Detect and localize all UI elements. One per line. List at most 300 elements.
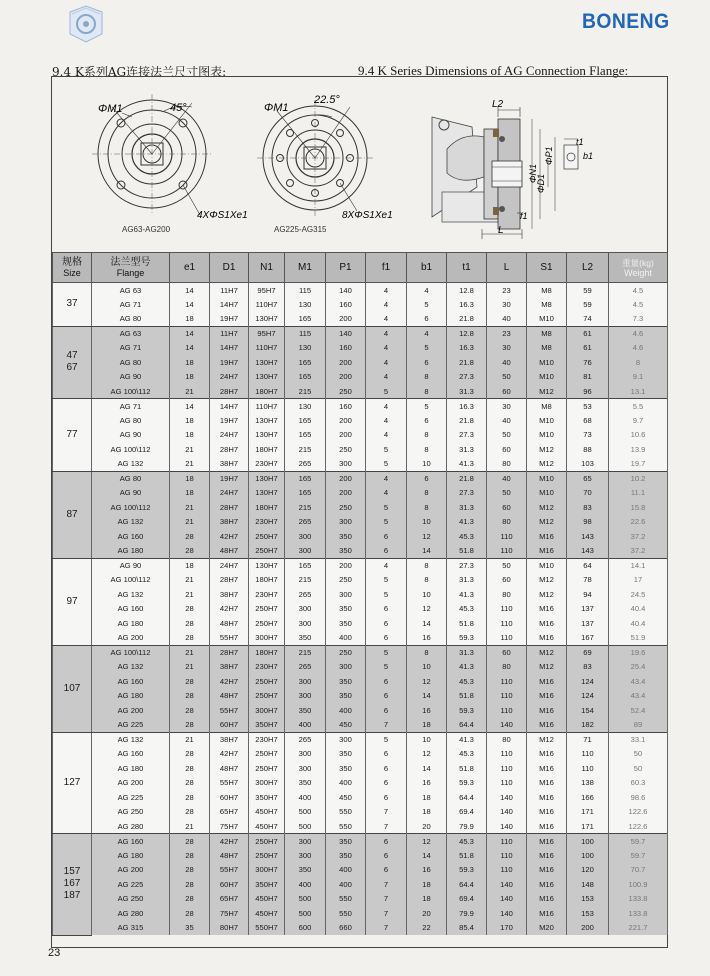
cell-s1: M16 — [527, 805, 567, 820]
cell-m1: 165 — [285, 355, 326, 370]
cell-l2: 88 — [567, 442, 609, 457]
svg-text:ΦD1: ΦD1 — [536, 173, 546, 193]
cell-f1: 7 — [366, 805, 407, 820]
cell-s1: M8 — [527, 326, 567, 341]
cell-l2: 76 — [567, 355, 609, 370]
cell-s1: M16 — [527, 776, 567, 791]
svg-text:22.5°: 22.5° — [314, 94, 340, 106]
cell-n1: 350H7 — [249, 790, 285, 805]
cell-m1: 265 — [285, 457, 326, 472]
cell-l: 140 — [487, 892, 527, 907]
cell-d1: 48H7 — [210, 544, 249, 559]
cell-l: 170 — [487, 921, 527, 936]
cell-b1: 4 — [407, 283, 447, 298]
cell-f1: 6 — [366, 689, 407, 704]
cell-t1: 79.9 — [447, 906, 487, 921]
table-row — [53, 602, 668, 617]
table-row — [53, 848, 668, 863]
cell-flange: AG 180 — [92, 544, 170, 559]
cell-p1: 350 — [326, 747, 366, 762]
cell-b1: 12 — [407, 674, 447, 689]
cell-e1: 18 — [170, 370, 210, 385]
cell-t1: 69.4 — [447, 805, 487, 820]
cell-flange: AG 100\112 — [92, 384, 170, 399]
cell-l: 140 — [487, 877, 527, 892]
cell-m1: 300 — [285, 689, 326, 704]
svg-text:t1: t1 — [576, 137, 584, 147]
cell-f1: 4 — [366, 312, 407, 327]
cell-l2: 64 — [567, 558, 609, 573]
cell-f1: 6 — [366, 790, 407, 805]
cell-t1: 41.3 — [447, 515, 487, 530]
table-row — [53, 645, 668, 660]
cell-l: 110 — [487, 703, 527, 718]
cell-n1: 130H7 — [249, 486, 285, 501]
cell-l2: 59 — [567, 297, 609, 312]
cell-flange: AG 90 — [92, 370, 170, 385]
cell-f1: 4 — [366, 370, 407, 385]
svg-text:ΦP1: ΦP1 — [544, 146, 554, 165]
cell-l: 50 — [487, 428, 527, 443]
table-row — [53, 384, 668, 399]
cell-n1: 180H7 — [249, 645, 285, 660]
table-row — [53, 674, 668, 689]
cell-b1: 8 — [407, 442, 447, 457]
cell-n1: 230H7 — [249, 515, 285, 530]
cell-weight: 10.6 — [609, 428, 668, 443]
cell-weight: 43.4 — [609, 674, 668, 689]
cell-m1: 500 — [285, 892, 326, 907]
cell-n1: 230H7 — [249, 587, 285, 602]
cell-n1: 130H7 — [249, 471, 285, 486]
table-row — [53, 500, 668, 515]
cell-l: 110 — [487, 761, 527, 776]
cell-weight: 50 — [609, 761, 668, 776]
cell-m1: 130 — [285, 341, 326, 356]
size-cell: 47 67 — [53, 326, 92, 399]
svg-text:L: L — [498, 225, 504, 236]
cell-l2: 83 — [567, 500, 609, 515]
table-row — [53, 805, 668, 820]
header-weight: 重量(kg) Weight — [609, 253, 668, 283]
cell-weight: 70.7 — [609, 863, 668, 878]
cell-p1: 350 — [326, 674, 366, 689]
cell-d1: 28H7 — [210, 384, 249, 399]
cell-weight: 4.5 — [609, 283, 668, 298]
cell-m1: 215 — [285, 645, 326, 660]
svg-text:ΦN1: ΦN1 — [528, 163, 538, 183]
cell-weight: 19.6 — [609, 645, 668, 660]
table-row — [53, 486, 668, 501]
cell-e1: 21 — [170, 384, 210, 399]
cell-weight: 25.4 — [609, 660, 668, 675]
cell-weight: 33.1 — [609, 732, 668, 747]
table-row — [53, 718, 668, 733]
cell-f1: 4 — [366, 326, 407, 341]
cell-f1: 6 — [366, 747, 407, 762]
cell-e1: 28 — [170, 689, 210, 704]
cell-weight: 10.2 — [609, 471, 668, 486]
cell-weight: 59.7 — [609, 834, 668, 849]
cell-b1: 18 — [407, 892, 447, 907]
cell-f1: 5 — [366, 442, 407, 457]
cell-flange: AG 180 — [92, 689, 170, 704]
size-cell: 107 — [53, 645, 92, 732]
cell-n1: 250H7 — [249, 529, 285, 544]
cell-t1: 64.4 — [447, 877, 487, 892]
cell-m1: 300 — [285, 761, 326, 776]
cell-weight: 5.5 — [609, 399, 668, 414]
cell-t1: 16.3 — [447, 341, 487, 356]
cell-n1: 180H7 — [249, 573, 285, 588]
cell-e1: 28 — [170, 674, 210, 689]
cell-l2: 153 — [567, 906, 609, 921]
cell-n1: 110H7 — [249, 297, 285, 312]
cell-flange: AG 225 — [92, 718, 170, 733]
cell-s1: M10 — [527, 370, 567, 385]
cell-l2: 137 — [567, 616, 609, 631]
cell-p1: 200 — [326, 413, 366, 428]
cell-n1: 130H7 — [249, 370, 285, 385]
cell-e1: 28 — [170, 602, 210, 617]
cell-d1: 48H7 — [210, 689, 249, 704]
cell-t1: 45.3 — [447, 529, 487, 544]
svg-text:4XΦS1Xe1: 4XΦS1Xe1 — [197, 210, 248, 221]
cell-s1: M8 — [527, 297, 567, 312]
cell-f1: 7 — [366, 892, 407, 907]
cell-weight: 100.9 — [609, 877, 668, 892]
table-row — [53, 834, 668, 849]
cell-e1: 28 — [170, 529, 210, 544]
cell-p1: 160 — [326, 297, 366, 312]
cell-e1: 21 — [170, 732, 210, 747]
cell-p1: 550 — [326, 819, 366, 834]
cell-l: 60 — [487, 442, 527, 457]
cell-l2: 94 — [567, 587, 609, 602]
table-row — [53, 326, 668, 341]
table-row — [53, 312, 668, 327]
cell-d1: 28H7 — [210, 500, 249, 515]
header-flange: 法兰型号 Flange — [92, 253, 170, 283]
cell-f1: 4 — [366, 558, 407, 573]
cell-weight: 221.7 — [609, 921, 668, 936]
table-row — [53, 573, 668, 588]
cell-m1: 165 — [285, 471, 326, 486]
size-cell: 157 167 187 — [53, 834, 92, 936]
cell-flange: AG 280 — [92, 819, 170, 834]
table-row — [53, 297, 668, 312]
table-row — [53, 747, 668, 762]
cell-l: 110 — [487, 602, 527, 617]
table-row — [53, 631, 668, 646]
svg-text:ΦM1: ΦM1 — [264, 102, 289, 114]
cell-n1: 550H7 — [249, 921, 285, 936]
flange-drawing-4-hole — [92, 94, 248, 234]
cell-f1: 4 — [366, 413, 407, 428]
company-logo-icon — [64, 4, 108, 44]
cell-p1: 660 — [326, 921, 366, 936]
cell-flange: AG 200 — [92, 776, 170, 791]
cell-b1: 16 — [407, 631, 447, 646]
cell-t1: 45.3 — [447, 602, 487, 617]
cell-weight: 37.2 — [609, 529, 668, 544]
cell-p1: 160 — [326, 399, 366, 414]
cell-l2: 100 — [567, 848, 609, 863]
cell-d1: 65H7 — [210, 892, 249, 907]
cell-weight: 52.4 — [609, 703, 668, 718]
cell-b1: 16 — [407, 776, 447, 791]
cell-l2: 124 — [567, 689, 609, 704]
cell-t1: 12.8 — [447, 283, 487, 298]
cell-b1: 5 — [407, 341, 447, 356]
cell-e1: 28 — [170, 761, 210, 776]
cell-e1: 28 — [170, 776, 210, 791]
cell-l2: 143 — [567, 529, 609, 544]
cell-d1: 28H7 — [210, 573, 249, 588]
cell-s1: M10 — [527, 428, 567, 443]
cell-l: 110 — [487, 689, 527, 704]
cell-m1: 215 — [285, 442, 326, 457]
cell-b1: 16 — [407, 863, 447, 878]
cell-n1: 95H7 — [249, 283, 285, 298]
cell-b1: 12 — [407, 747, 447, 762]
cell-flange: AG 80 — [92, 312, 170, 327]
cell-s1: M16 — [527, 747, 567, 762]
header-s1: S1 — [527, 253, 567, 283]
cell-s1: M16 — [527, 529, 567, 544]
cell-b1: 14 — [407, 689, 447, 704]
cell-l: 40 — [487, 413, 527, 428]
cell-t1: 31.3 — [447, 645, 487, 660]
cell-weight: 8 — [609, 355, 668, 370]
cell-b1: 12 — [407, 834, 447, 849]
cell-b1: 14 — [407, 848, 447, 863]
cell-m1: 215 — [285, 384, 326, 399]
cell-d1: 38H7 — [210, 515, 249, 530]
cell-d1: 38H7 — [210, 457, 249, 472]
cell-weight: 17 — [609, 573, 668, 588]
cell-t1: 51.8 — [447, 616, 487, 631]
cell-s1: M16 — [527, 848, 567, 863]
cell-p1: 400 — [326, 776, 366, 791]
cell-s1: M8 — [527, 283, 567, 298]
cell-e1: 14 — [170, 297, 210, 312]
cell-weight: 4.5 — [609, 297, 668, 312]
cell-l2: 171 — [567, 819, 609, 834]
cell-n1: 110H7 — [249, 399, 285, 414]
cell-d1: 60H7 — [210, 718, 249, 733]
cell-m1: 350 — [285, 703, 326, 718]
cell-f1: 5 — [366, 732, 407, 747]
cell-l2: 53 — [567, 399, 609, 414]
cell-m1: 165 — [285, 486, 326, 501]
cell-f1: 5 — [366, 587, 407, 602]
cell-p1: 450 — [326, 790, 366, 805]
cell-b1: 10 — [407, 660, 447, 675]
flange-drawing-8-hole — [257, 94, 393, 234]
cell-l2: 70 — [567, 486, 609, 501]
cell-l2: 74 — [567, 312, 609, 327]
header-l2: L2 — [567, 253, 609, 283]
cell-s1: M12 — [527, 384, 567, 399]
cell-d1: 75H7 — [210, 906, 249, 921]
cell-b1: 18 — [407, 790, 447, 805]
cell-s1: M16 — [527, 631, 567, 646]
cell-m1: 400 — [285, 877, 326, 892]
cell-t1: 45.3 — [447, 747, 487, 762]
section-heading-en: 9.4 K Series Dimensions of AG Connection Flange: — [358, 63, 629, 78]
table-row — [53, 341, 668, 356]
cell-l: 140 — [487, 819, 527, 834]
cell-e1: 18 — [170, 486, 210, 501]
cell-p1: 300 — [326, 587, 366, 602]
cell-weight: 22.6 — [609, 515, 668, 530]
cell-p1: 550 — [326, 906, 366, 921]
cell-n1: 250H7 — [249, 602, 285, 617]
cell-e1: 18 — [170, 312, 210, 327]
cell-d1: 19H7 — [210, 413, 249, 428]
cell-l: 140 — [487, 906, 527, 921]
size-cell: 97 — [53, 558, 92, 645]
cell-n1: 130H7 — [249, 312, 285, 327]
cell-flange: AG 200 — [92, 703, 170, 718]
cell-p1: 350 — [326, 544, 366, 559]
cell-l2: 171 — [567, 805, 609, 820]
cell-s1: M12 — [527, 515, 567, 530]
cell-d1: 19H7 — [210, 355, 249, 370]
cell-m1: 265 — [285, 660, 326, 675]
cell-weight: 40.4 — [609, 616, 668, 631]
cell-f1: 7 — [366, 906, 407, 921]
cell-l: 80 — [487, 457, 527, 472]
cell-d1: 60H7 — [210, 877, 249, 892]
cell-m1: 500 — [285, 819, 326, 834]
cell-p1: 550 — [326, 805, 366, 820]
brand-name: BONENG — [582, 10, 670, 33]
cell-l: 50 — [487, 486, 527, 501]
cell-p1: 350 — [326, 529, 366, 544]
cell-t1: 41.3 — [447, 660, 487, 675]
table-row — [53, 355, 668, 370]
cell-m1: 350 — [285, 863, 326, 878]
cell-n1: 300H7 — [249, 863, 285, 878]
cell-flange: AG 80 — [92, 471, 170, 486]
table-row — [53, 892, 668, 907]
header-l: L — [487, 253, 527, 283]
cell-f1: 6 — [366, 863, 407, 878]
cell-d1: 42H7 — [210, 602, 249, 617]
cell-l: 80 — [487, 660, 527, 675]
cell-b1: 10 — [407, 732, 447, 747]
cell-l: 110 — [487, 747, 527, 762]
cell-s1: M16 — [527, 761, 567, 776]
cell-l: 50 — [487, 370, 527, 385]
cell-d1: 55H7 — [210, 703, 249, 718]
cell-m1: 300 — [285, 529, 326, 544]
cell-l: 140 — [487, 805, 527, 820]
cell-b1: 10 — [407, 587, 447, 602]
cell-n1: 250H7 — [249, 544, 285, 559]
cell-d1: 24H7 — [210, 428, 249, 443]
cell-p1: 400 — [326, 631, 366, 646]
cell-s1: M16 — [527, 602, 567, 617]
cell-t1: 51.8 — [447, 761, 487, 776]
cell-m1: 500 — [285, 906, 326, 921]
cell-d1: 48H7 — [210, 616, 249, 631]
cell-weight: 9.7 — [609, 413, 668, 428]
cell-s1: M12 — [527, 442, 567, 457]
cell-b1: 12 — [407, 529, 447, 544]
cell-s1: M12 — [527, 660, 567, 675]
table-row — [53, 529, 668, 544]
cell-m1: 265 — [285, 732, 326, 747]
cell-l2: 69 — [567, 645, 609, 660]
cell-d1: 42H7 — [210, 674, 249, 689]
cell-d1: 65H7 — [210, 805, 249, 820]
cell-weight: 4.6 — [609, 341, 668, 356]
cell-f1: 5 — [366, 515, 407, 530]
cell-f1: 7 — [366, 819, 407, 834]
cell-f1: 5 — [366, 500, 407, 515]
cell-m1: 300 — [285, 747, 326, 762]
cell-s1: M16 — [527, 834, 567, 849]
cell-m1: 115 — [285, 326, 326, 341]
cell-e1: 18 — [170, 428, 210, 443]
cell-f1: 6 — [366, 616, 407, 631]
cell-d1: 11H7 — [210, 283, 249, 298]
cell-p1: 350 — [326, 761, 366, 776]
cell-weight: 40.4 — [609, 602, 668, 617]
cell-p1: 350 — [326, 602, 366, 617]
cell-b1: 8 — [407, 645, 447, 660]
cell-l: 110 — [487, 776, 527, 791]
cell-n1: 250H7 — [249, 616, 285, 631]
cell-l2: 103 — [567, 457, 609, 472]
cell-l: 110 — [487, 544, 527, 559]
cell-flange: AG 90 — [92, 486, 170, 501]
svg-text:AG63-AG200: AG63-AG200 — [122, 225, 171, 234]
header-size: 规格 Size — [53, 253, 92, 283]
cell-flange: AG 132 — [92, 732, 170, 747]
cell-e1: 21 — [170, 457, 210, 472]
cell-flange: AG 90 — [92, 428, 170, 443]
cell-d1: 38H7 — [210, 587, 249, 602]
cell-d1: 55H7 — [210, 776, 249, 791]
cell-l: 40 — [487, 355, 527, 370]
cell-b1: 8 — [407, 573, 447, 588]
table-row — [53, 761, 668, 776]
cell-flange: AG 71 — [92, 341, 170, 356]
cell-p1: 350 — [326, 834, 366, 849]
cell-m1: 165 — [285, 370, 326, 385]
cell-l2: 61 — [567, 341, 609, 356]
cell-d1: 11H7 — [210, 326, 249, 341]
cell-p1: 200 — [326, 370, 366, 385]
cell-l2: 148 — [567, 877, 609, 892]
cell-s1: M12 — [527, 573, 567, 588]
cell-s1: M16 — [527, 718, 567, 733]
cell-weight: 59.7 — [609, 848, 668, 863]
cell-b1: 8 — [407, 558, 447, 573]
cell-l2: 154 — [567, 703, 609, 718]
svg-text:ΦM1: ΦM1 — [98, 103, 123, 115]
cell-t1: 21.8 — [447, 471, 487, 486]
svg-text:AG225-AG315: AG225-AG315 — [274, 225, 327, 234]
cell-d1: 24H7 — [210, 370, 249, 385]
cell-m1: 165 — [285, 312, 326, 327]
cell-d1: 38H7 — [210, 660, 249, 675]
cell-p1: 300 — [326, 660, 366, 675]
